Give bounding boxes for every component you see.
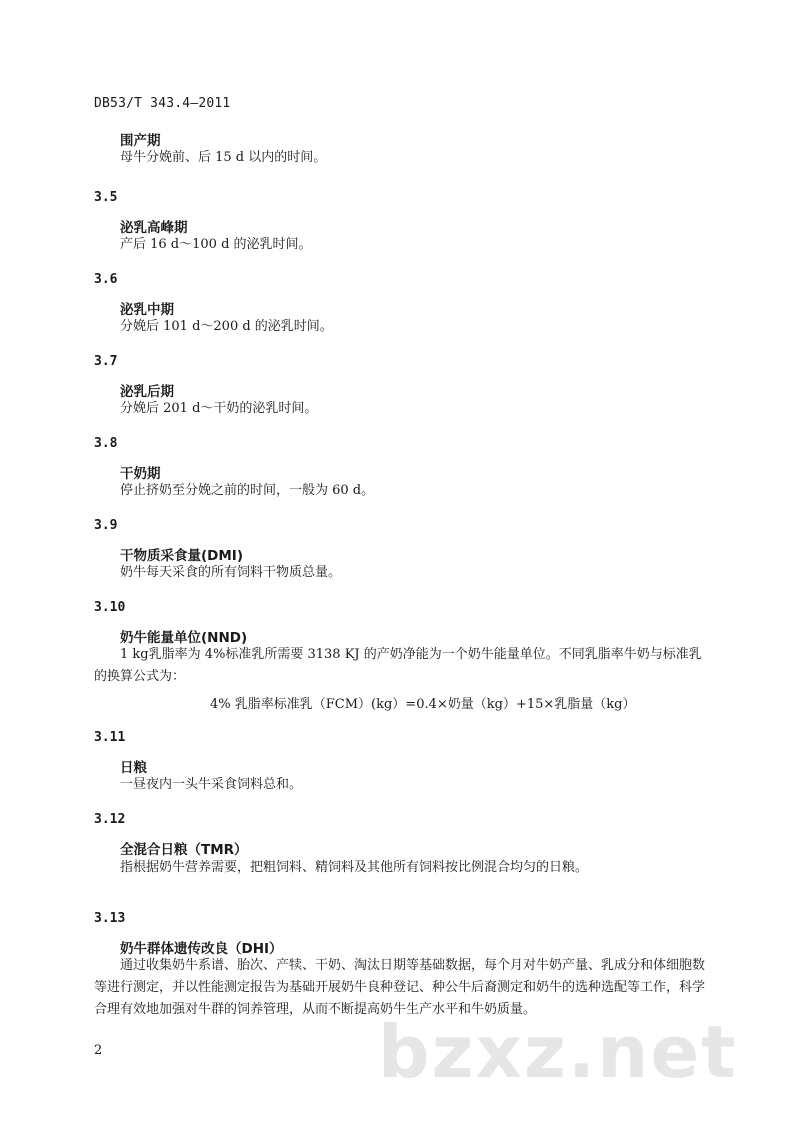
term-definition: 母牛分娩前、后 15 d 以内的时间。 (120, 150, 327, 165)
term-title: 泌乳高峰期 (120, 220, 188, 236)
term-title: 泌乳后期 (120, 384, 174, 400)
clause-number: 3.7 (94, 354, 118, 369)
term-definition: 产后 16 d～100 d 的泌乳时间。 (120, 237, 312, 252)
term-title: 日粮 (120, 760, 147, 776)
clause-number: 3.6 (94, 272, 118, 287)
clause-number: 3.12 (94, 812, 126, 827)
conversion-formula: 4% 乳脂率标准乳（FCM）(kg）=0.4×奶量（kg）+15×乳脂量（kg） (210, 697, 636, 712)
term-definition: 通过收集奶牛系谱、胎次、产犊、干奶、淘汰日期等基础数据，每个月对牛奶产量、乳成分和体细胞数等进行测定，并以性能测定报告为基础开展奶牛良种登记、种公牛后裔测定和奶牛的选种选配等工作，科学合理有效地加强对牛群的饲养管理，从而不断提高奶牛生产水平和牛奶质量。 (94, 958, 706, 1017)
clause-number: 3.10 (94, 600, 126, 615)
term-title: 奶牛能量单位(NND) (120, 630, 248, 646)
term-definition: 奶牛每天采食的所有饲料干物质总量。 (120, 565, 342, 580)
term-definition: 停止挤奶至分娩之前的时间，一般为 60 d。 (120, 483, 375, 498)
clause-number: 3.5 (94, 190, 118, 205)
term-title: 围产期 (120, 133, 161, 149)
term-definition: 1 kg乳脂率为 4%标准乳所需要 3138 KJ 的产奶净能为一个奶牛能量单位。不同乳脂率牛奶与标准乳的换算公式为： (94, 647, 702, 684)
clause-number: 3.9 (94, 518, 118, 533)
page-number: 2 (94, 1043, 103, 1058)
term-title: 干物质采食量(DMI) (120, 548, 244, 564)
clause-number: 3.11 (94, 730, 126, 745)
term-title: 奶牛群体遗传改良（DHI） (120, 941, 283, 957)
clause-number: 3.8 (94, 436, 118, 451)
term-title: 干奶期 (120, 466, 161, 482)
term-definition: 分娩后 101 d～200 d 的泌乳时间。 (120, 319, 333, 334)
term-definition: 指根据奶牛营养需要，把粗饲料、精饲料及其他所有饲料按比例混合均匀的日粮。 (120, 860, 589, 875)
watermark: bzxz.net (378, 1010, 738, 1094)
term-definition: 一昼夜内一头牛采食饲料总和。 (120, 777, 303, 792)
standard-number: DB53/T 343.4—2011 (94, 96, 231, 111)
term-title: 全混合日粮（TMR） (120, 842, 248, 858)
clause-number: 3.13 (94, 911, 126, 926)
term-title: 泌乳中期 (120, 302, 174, 318)
term-definition: 分娩后 201 d～干奶的泌乳时间。 (120, 401, 318, 416)
